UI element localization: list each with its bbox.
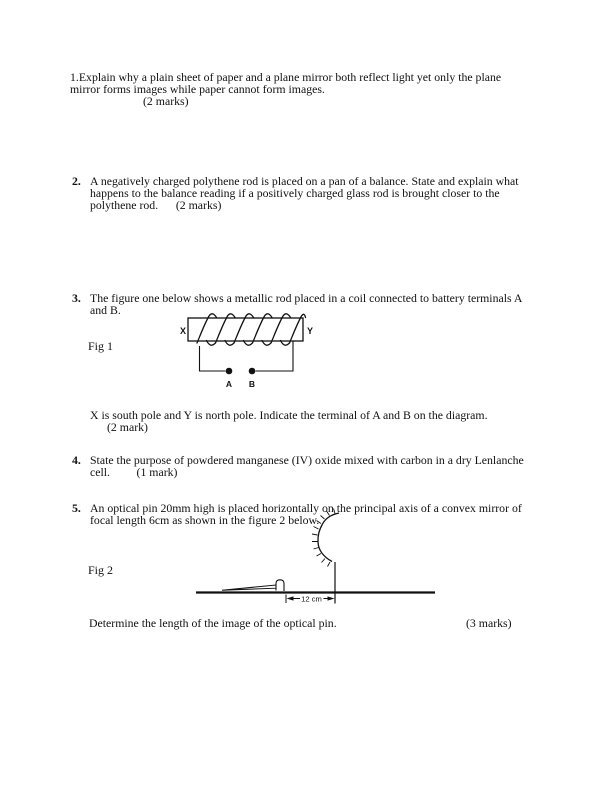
fig1-terminal-b-label: B [248, 379, 256, 389]
fig1-terminal-a-label: A [225, 379, 233, 389]
fig1-terminal-a-dot [226, 368, 233, 375]
question-5-number: 5. [72, 501, 81, 515]
fig2-dim-left-arrow [287, 596, 294, 600]
fig2-mirror-hatching [312, 509, 335, 567]
fig1-terminal-b-dot [249, 368, 256, 375]
fig2-label: Fig 2 [88, 563, 114, 577]
fig2-pin-head [276, 580, 284, 591]
question-2-line-2: happens to the balance reading if a positively charged glass rod is brought closer to the [90, 186, 500, 200]
fig1-x-label: X [179, 326, 186, 336]
fig1-diagram [175, 305, 320, 400]
question-5-line-1: An optical pin 20mm high is placed horizontally on the principal axis of a convex mirror of [90, 501, 522, 515]
question-1-marks: (2 marks) [143, 94, 189, 108]
question-1-line-2: mirror forms images while paper cannot form images. [70, 82, 325, 96]
question-5-determine: Determine the length of the image of the optical pin. [89, 616, 337, 630]
question-3-line-2: and B. [90, 303, 121, 317]
question-2-line-3: polythene rod. (2 marks) [90, 198, 222, 212]
question-4-number: 4. [72, 453, 81, 467]
question-3-post-marks: (2 mark) [107, 420, 148, 434]
fig1-label: Fig 1 [88, 339, 114, 353]
fig1-rod [188, 318, 303, 341]
fig2-mirror-arc [318, 513, 339, 562]
fig1-y-label: Y [307, 326, 314, 336]
question-4-line-2: cell. (1 mark) [90, 465, 178, 479]
fig1-wire-left [200, 346, 226, 371]
fig2-dim-label: 12 cm [301, 594, 322, 604]
question-5-marks: (3 marks) [466, 616, 512, 630]
fig2-dim-right-arrow [328, 596, 335, 600]
question-3-line-1: The figure one below shows a metallic rod placed in a coil connected to battery terminals A [90, 291, 523, 305]
fig2-pin-body [222, 585, 276, 590]
fig2-diagram [190, 505, 445, 607]
question-4-line-1: State the purpose of powdered manganese (IV) oxide mixed with carbon in a dry Lenlanche [90, 453, 524, 467]
question-2-line-1: A negatively charged polythene rod is placed on a pan of a balance. State and explain what [90, 174, 519, 188]
fig1-wire-right [256, 341, 294, 371]
question-2-number: 2. [72, 174, 81, 188]
question-3-number: 3. [72, 291, 81, 305]
question-1-line-1: 1.Explain why a plain sheet of paper and a plane mirror both reflect light yet only the plane [70, 70, 502, 84]
question-3-post-line: X is south pole and Y is north pole. Indicate the terminal of A and B on the diagram. [90, 408, 488, 422]
question-5-line-2: focal length 6cm as shown in the figure 2 below. [90, 513, 320, 527]
